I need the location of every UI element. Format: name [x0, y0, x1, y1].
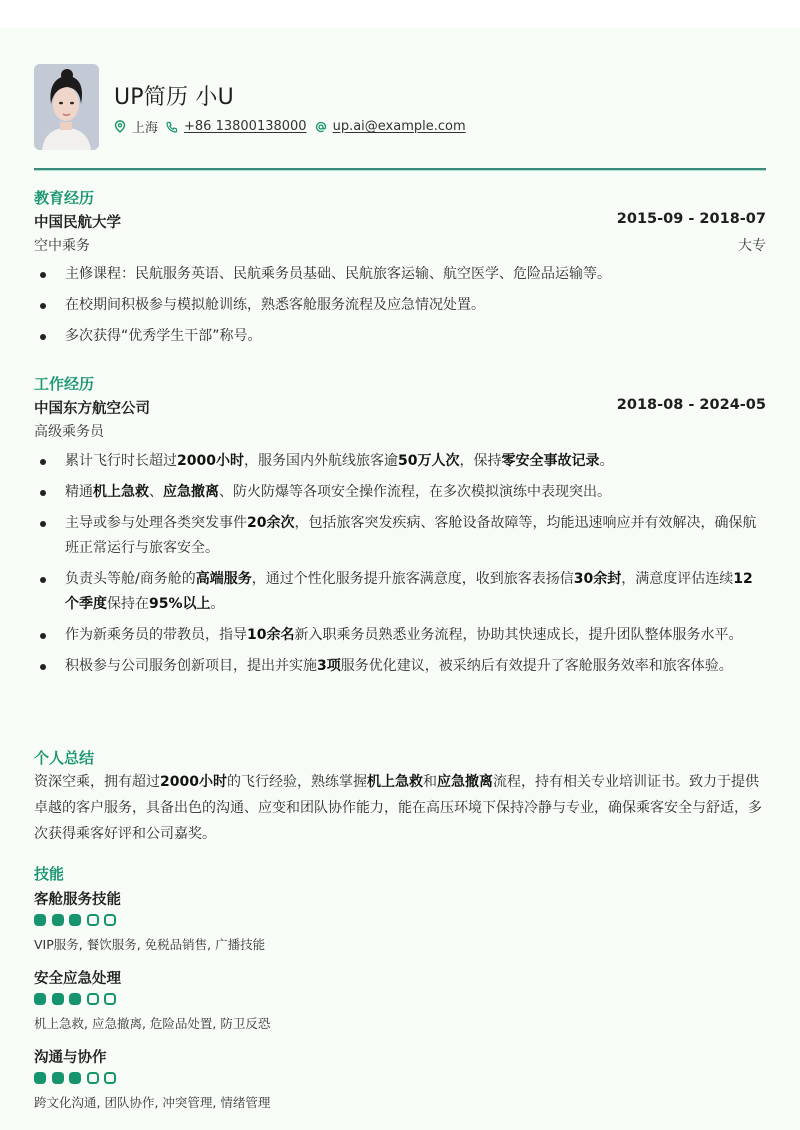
text-run: 积极参与公司服务创新项目，提出并实施: [65, 658, 317, 674]
highlight-text: 10余名: [247, 627, 295, 643]
contact-phone[interactable]: [166, 119, 307, 134]
text-run: ，包括旅客突发疾病、客舱设备故障等，均能迅速响应并有效解决，确保航班正常运行与旅客安全。: [65, 515, 757, 556]
filled-dot-icon: [69, 993, 81, 1005]
skill-level-dots: [34, 993, 122, 1005]
work-sub-row: [34, 421, 766, 441]
contact-email[interactable]: [315, 119, 466, 134]
text-run: 累计飞行时长超过: [65, 453, 177, 469]
empty-dot-icon: [104, 1072, 116, 1084]
filled-dot-icon: [34, 1072, 46, 1084]
highlight-text: 30余封: [573, 571, 622, 587]
empty-dot-icon: [87, 914, 99, 926]
resume-header: [34, 64, 766, 150]
empty-dot-icon: [104, 914, 116, 926]
list-item: [34, 623, 762, 648]
highlight-text: 12个季度: [65, 571, 753, 612]
text-run: ，满意度评估连续: [621, 571, 734, 587]
education-dates: 2015-09 - 2018-07: [616, 211, 766, 227]
highlight-text: 高端服务: [195, 571, 252, 587]
text-run: ，通过个性化服务提升旅客满意度，收到旅客表扬信: [251, 571, 574, 587]
text-run: 和: [422, 774, 437, 790]
skill-tags: VIP服务, 餐饮服务, 免税品销售, 广播技能: [34, 937, 266, 952]
list-item: 多次获得“优秀学生干部”称号。: [34, 324, 766, 349]
section-title-work: 工作经历: [34, 375, 95, 393]
skill-tags: 机上急救, 应急撤离, 危险品处置, 防卫反恐: [34, 1016, 271, 1031]
text-run: 负责头等舱/商务舱的: [65, 571, 196, 587]
highlight-text: 机上急救: [93, 484, 149, 500]
profile-photo: [34, 64, 99, 150]
text-run: 新入职乘务员熟悉业务流程，协助其快速成长，提升团队整体服务水平。: [294, 627, 743, 643]
text-run: 。: [599, 453, 614, 469]
text-run: 、: [149, 484, 163, 500]
skill-tags: 跨文化沟通, 团队协作, 冲突管理, 情绪管理: [34, 1095, 271, 1110]
list-item: [34, 480, 762, 505]
location-pin-icon: [114, 120, 126, 133]
education-sub-row: [34, 235, 766, 255]
phone-icon: [166, 121, 178, 133]
filled-dot-icon: [52, 1072, 64, 1084]
empty-dot-icon: [87, 1072, 99, 1084]
skill-name: 沟通与协作: [34, 1050, 107, 1066]
work-header-row: [34, 397, 766, 418]
section-title-summary: 个人总结: [34, 749, 95, 767]
text-run: 资深空乘，拥有超过: [34, 774, 160, 790]
list-item: [34, 567, 762, 617]
contact-info: [114, 117, 474, 136]
highlight-text: 50万人次: [397, 453, 460, 469]
highlight-text: 应急撤离: [163, 484, 219, 500]
text-run: 保持在: [107, 596, 149, 612]
filled-dot-icon: [69, 1072, 81, 1084]
list-item: [34, 654, 762, 679]
resume-page: [0, 28, 800, 1130]
education-header-row: [34, 211, 766, 232]
filled-dot-icon: [52, 914, 64, 926]
highlight-text: 2000小时: [177, 453, 244, 469]
phone-link[interactable]: +86 13800138000: [184, 119, 307, 134]
highlight-text: 95%以上: [149, 596, 211, 612]
empty-dot-icon: [104, 993, 116, 1005]
text-run: 流程，持有相关专业培训证书。致力于提供卓越的客户服务，具备出色的沟通、应变和团队协作能力，能在高压环境下保持冷静与专业，确保乘客安全与舒适，多次获得乘客好评和公司嘉奖。: [34, 774, 762, 842]
section-title-skills: 技能: [34, 865, 65, 883]
text-run: 。: [210, 596, 225, 612]
school-name: 中国民航大学: [34, 215, 121, 231]
highlight-text: 机上急救: [366, 774, 423, 790]
list-item: [34, 449, 762, 474]
filled-dot-icon: [34, 993, 46, 1005]
highlight-text: 应急撤离: [436, 774, 493, 790]
highlight-text: 3项: [317, 658, 341, 674]
email-link[interactable]: up.ai@example.com: [332, 119, 466, 134]
text-run: 的飞行经验，熟练掌握: [226, 774, 367, 790]
location-text: 上海: [132, 121, 159, 136]
filled-dot-icon: [69, 914, 81, 926]
text-run: ，保持: [459, 453, 502, 469]
section-title-education: 教育经历: [34, 189, 95, 207]
filled-dot-icon: [34, 914, 46, 926]
portrait-image: [34, 64, 99, 150]
skill-level-dots: [34, 1072, 122, 1084]
skill-level-dots: [34, 914, 122, 926]
major: 空中乘务: [34, 238, 90, 254]
text-run: ，服务国内外航线旅客逾: [243, 453, 398, 469]
contact-location: [114, 117, 158, 136]
highlight-text: 2000小时: [160, 774, 227, 790]
company-name: 中国东方航空公司: [34, 401, 150, 417]
work-bullets: [34, 449, 762, 685]
text-run: 服务优化建议，被采纳后有效提升了客舱服务效率和旅客体验。: [340, 658, 733, 674]
at-icon: [315, 121, 327, 133]
list-item: 在校期间积极参与模拟舱训练，熟悉客舱服务流程及应急情况处置。: [34, 293, 766, 318]
highlight-text: 20余次: [247, 515, 295, 531]
highlight-text: 零安全事故记录: [501, 453, 600, 469]
candidate-name: UP简历 小U: [114, 85, 234, 110]
education-bullets: [34, 262, 766, 355]
header-divider: [34, 168, 766, 170]
summary-text: [34, 769, 766, 847]
list-item: [34, 511, 762, 561]
skill-name: 安全应急处理: [34, 971, 121, 987]
text-run: 、防火防爆等各项安全操作流程，在多次模拟演练中表现突出。: [219, 484, 611, 500]
degree: 大专: [738, 238, 766, 254]
job-position: 高级乘务员: [34, 424, 104, 440]
list-item: 主修课程：民航服务英语、民航乘务员基础、民航旅客运输、航空医学、危险品运输等。: [34, 262, 766, 287]
text-run: 主导或参与处理各类突发事件: [65, 515, 247, 531]
skill-name: 客舱服务技能: [34, 892, 121, 908]
text-run: 精通: [65, 484, 93, 500]
filled-dot-icon: [52, 993, 64, 1005]
empty-dot-icon: [87, 993, 99, 1005]
work-dates: 2018-08 - 2024-05: [616, 397, 766, 413]
text-run: 作为新乘务员的带教员，指导: [65, 627, 247, 643]
